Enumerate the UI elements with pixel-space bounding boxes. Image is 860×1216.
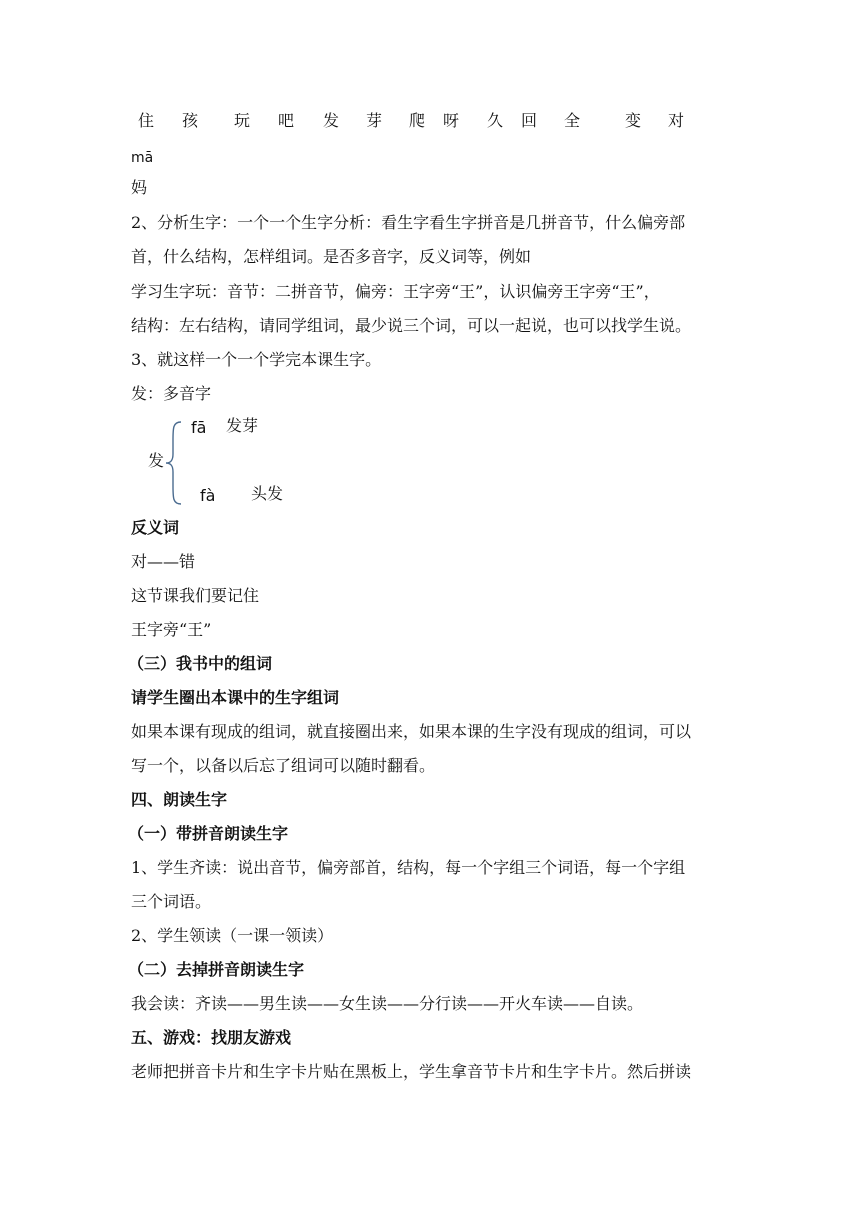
- section-4-paragraph-2: 2、学生领读（一课一领读）: [131, 926, 334, 945]
- section-5-paragraph-1: 老师把拼音卡片和生字卡片贴在黑板上，学生拿音节卡片和生字卡片。然后拼读: [131, 1062, 692, 1081]
- section-4-sub-2: （二）去掉拼音朗读生字: [128, 960, 305, 979]
- ma-char: 妈: [131, 178, 148, 197]
- ma-pinyin: mā: [131, 150, 154, 166]
- paragraph-study-1: 学习生字玩：音节：二拼音节，偏旁：王字旁“王”，认识偏旁王字旁“王”，: [131, 282, 660, 301]
- char-10: 全: [564, 111, 581, 130]
- char-8: 久: [487, 111, 504, 130]
- char-5: 芽: [366, 111, 383, 130]
- section-4-paragraph-3: 我会读：齐读——男生读——女生读——分行读——开火车读——自读。: [131, 994, 644, 1013]
- antonym-heading: 反义词: [131, 518, 180, 537]
- paragraph-analyze-1: 2、分析生字：一个一个生字分析：看生字看生字拼音是几拼音节，什么偏旁部: [131, 213, 686, 232]
- word-fa2: 头发: [251, 484, 284, 503]
- polyphone-heading: 发：多音字: [131, 384, 212, 403]
- char-11: 变: [625, 111, 642, 130]
- radical-line: 王字旁“王”: [131, 620, 212, 639]
- char-3: 吧: [278, 111, 295, 130]
- char-4: 发: [323, 111, 340, 130]
- char-6: 爬: [409, 111, 426, 130]
- brace-icon: [165, 420, 183, 506]
- section-3-subheading: 请学生圈出本课中的生字组词: [131, 688, 340, 707]
- char-1: 孩: [182, 111, 199, 130]
- antonym-pair: 对——错: [131, 552, 196, 571]
- section-3-paragraph-1: 如果本课有现成的组词，就直接圈出来，如果本课的生字没有现成的组词，可以: [131, 722, 692, 741]
- char-2: 玩: [234, 111, 251, 130]
- section-3-heading: （三）我书中的组词: [128, 654, 273, 673]
- char-12: 对: [668, 111, 685, 130]
- char-9: 回: [521, 111, 538, 130]
- polyphone-char: 发: [148, 451, 165, 470]
- char-0: 住: [138, 111, 155, 130]
- paragraph-study-2: 结构：左右结构，请同学组词，最少说三个词，可以一起说，也可以找学生说。: [131, 316, 692, 335]
- section-4-paragraph-1: 1、学生齐读：说出音节，偏旁部首，结构，每一个字组三个词语，每一个字组: [131, 858, 686, 877]
- section-3-paragraph-2: 写一个，以备以后忘了组词可以随时翻看。: [131, 756, 436, 775]
- section-4-paragraph-1b: 三个词语。: [131, 892, 212, 911]
- pinyin-fa2: fà: [200, 486, 216, 505]
- paragraph-step-3: 3、就这样一个一个学完本课生字。: [131, 350, 382, 369]
- section-5-heading: 五、游戏：找朋友游戏: [131, 1028, 292, 1047]
- pinyin-fa1: fā: [191, 418, 207, 437]
- char-7: 呀: [443, 111, 460, 130]
- paragraph-analyze-2: 首，什么结构，怎样组词。是否多音字，反义词等，例如: [131, 247, 532, 266]
- word-fa1: 发芽: [226, 416, 259, 435]
- remember-line: 这节课我们要记住: [131, 586, 260, 605]
- section-4-heading: 四、朗读生字: [131, 790, 228, 809]
- section-4-sub-1: （一）带拼音朗读生字: [128, 824, 289, 843]
